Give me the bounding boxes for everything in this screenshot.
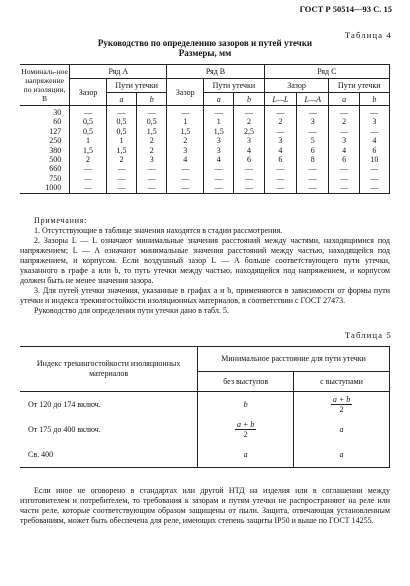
- value-cell: 5: [297, 136, 329, 145]
- creep-header-b: Пути утечки: [204, 79, 265, 93]
- value-cell: —: [70, 183, 107, 193]
- no-ribs-cell: a: [198, 442, 294, 468]
- value-cell: 3: [137, 155, 167, 164]
- creep-header-c: Пути утечки: [329, 79, 390, 93]
- value-cell: 1,5: [167, 127, 204, 136]
- value-cell: —: [106, 174, 136, 183]
- sub-a: a: [204, 93, 234, 106]
- voltage-cell: 1000: [20, 183, 70, 193]
- table4-caption: Таблица 4: [344, 30, 392, 40]
- value-cell: —: [137, 164, 167, 173]
- value-cell: 2: [264, 117, 296, 126]
- value-cell: —: [359, 106, 389, 118]
- group-header-c: Ряд С: [264, 65, 389, 79]
- value-cell: —: [204, 106, 234, 118]
- value-cell: 2: [137, 146, 167, 155]
- ribs-cell: a: [294, 442, 390, 468]
- material-header: Индекс трекингостойкости изоляционных материалов: [20, 347, 198, 392]
- value-cell: 4: [167, 155, 204, 164]
- value-cell: 1,5: [106, 146, 136, 155]
- value-cell: 0,5: [70, 127, 107, 136]
- value-cell: 4: [264, 146, 296, 155]
- value-cell: —: [359, 183, 389, 193]
- value-cell: —: [70, 106, 107, 118]
- table4-units: Размеры, мм: [178, 48, 232, 58]
- closing-text: Если иное не оговорено в стандартах или другой НТД на изделия или в соглашении между изготовителем и потребителем, то требования к зазорам и путям утечки не распространяют на реле или части реле, которые соответствующим образом защищены от пыли. Защита, отвечающая установленным требованиям, может быть обеспечена для реле, имеющих степень защиты IP50 и выше по ГОСТ 14255.: [20, 486, 390, 525]
- value-cell: 1,5: [137, 127, 167, 136]
- sub-ll: L—L: [264, 93, 296, 106]
- value-cell: —: [204, 164, 234, 173]
- value-cell: 3: [264, 136, 296, 145]
- note-4: Руководство для определения пути утечки дано в табл. 5.: [34, 306, 229, 315]
- value-cell: 1,5: [70, 146, 107, 155]
- value-cell: 0,5: [106, 127, 136, 136]
- voltage-header: Номиналь-ное напряжение по изоляции, В: [20, 65, 70, 106]
- value-cell: —: [264, 127, 296, 136]
- sub-a: a: [329, 93, 359, 106]
- value-cell: 2,5: [234, 127, 264, 136]
- closing-paragraph: [20, 486, 390, 526]
- no-ribs-cell: b: [198, 392, 294, 418]
- value-cell: 8: [297, 155, 329, 164]
- value-cell: 1: [204, 117, 234, 126]
- min-distance-header: Минимальное расстояние для пути утечки: [198, 347, 390, 372]
- value-cell: —: [329, 127, 359, 136]
- value-cell: 1,5: [204, 127, 234, 136]
- material-cell: От 120 до 174 включ.: [20, 392, 198, 418]
- value-cell: —: [234, 164, 264, 173]
- value-cell: —: [359, 164, 389, 173]
- page-header: ГОСТ Р 50514—93 С. 15: [299, 4, 392, 14]
- value-cell: —: [297, 174, 329, 183]
- value-cell: 3: [329, 136, 359, 145]
- table-row: [20, 146, 390, 155]
- sub-b: b: [359, 93, 389, 106]
- ribs-cell: a: [294, 417, 390, 442]
- value-cell: —: [137, 106, 167, 118]
- value-cell: 3: [234, 136, 264, 145]
- value-cell: 1: [70, 136, 107, 145]
- fraction: [331, 395, 352, 414]
- notes-block: [20, 216, 390, 316]
- creep-header-a: Пути утечки: [106, 79, 167, 93]
- value-cell: 6: [359, 146, 389, 155]
- gap-header-c: Зазор: [264, 79, 329, 93]
- group-header-a: Ряд А: [70, 65, 167, 79]
- value-cell: 3: [297, 117, 329, 126]
- value-cell: 3: [204, 146, 234, 155]
- value-cell: —: [329, 174, 359, 183]
- value-cell: —: [106, 106, 136, 118]
- note-1: 1. Отсутствующие в таблице значения находятся в стадии рассмотрения.: [34, 226, 283, 235]
- table-row: [20, 392, 390, 418]
- table4-title: Руководство по определению зазоров и путей утечки: [97, 38, 313, 48]
- fraction: [235, 420, 256, 439]
- material-cell: Св. 400: [20, 442, 198, 468]
- value-cell: —: [204, 174, 234, 183]
- value-cell: —: [167, 106, 204, 118]
- value-cell: 3: [359, 117, 389, 126]
- sub-b: b: [137, 93, 167, 106]
- table-row: [20, 106, 390, 118]
- value-cell: —: [297, 127, 329, 136]
- value-cell: 4: [204, 155, 234, 164]
- value-cell: —: [70, 174, 107, 183]
- value-cell: —: [264, 183, 296, 193]
- table-row: [20, 155, 390, 164]
- value-cell: —: [137, 183, 167, 193]
- value-cell: —: [106, 183, 136, 193]
- table-row: [20, 164, 390, 173]
- value-cell: 3: [167, 146, 204, 155]
- value-cell: 6: [234, 155, 264, 164]
- value-cell: —: [234, 106, 264, 118]
- note-3: 3. Для путей утечки значения, указанные в графах a и b, применяются в зависимости от формы пути утечки и индекса трекингостойкости изоляционных материалов, в соответствии с ГОСТ 27473.: [20, 286, 390, 305]
- value-cell: —: [264, 174, 296, 183]
- value-cell: —: [297, 164, 329, 173]
- value-cell: —: [204, 183, 234, 193]
- ribs-header: с выступами: [294, 371, 390, 391]
- value-cell: 4: [329, 146, 359, 155]
- value-cell: 0,5: [106, 117, 136, 126]
- note-2: 2. Зазоры L — L означают минимальные значения расстояний между частями, находящимися под напряжением; L — A означают минимальные значения расстояний между частью, находящейся под напряжением, и корпусом. Если воздушный зазор L — A больше соответствующего пути утечки, указанного в графе a или b, то путь утечки между частью, находящейся под напряжением, и корпусом должен быть не менее значения зазора.: [20, 236, 390, 285]
- value-cell: —: [106, 164, 136, 173]
- table-row: [20, 183, 390, 193]
- table5-caption: Таблица 5: [344, 330, 392, 340]
- value-cell: 10: [359, 155, 389, 164]
- voltage-cell: 30: [20, 106, 70, 118]
- voltage-cell: 660: [20, 164, 70, 173]
- table-row: [20, 127, 390, 136]
- value-cell: 2: [234, 117, 264, 126]
- voltage-cell: 127: [20, 127, 70, 136]
- value-cell: 0,5: [70, 117, 107, 126]
- value-cell: —: [297, 183, 329, 193]
- group-header-b: Ряд В: [167, 65, 264, 79]
- value-cell: 1: [167, 117, 204, 126]
- notes-title: Примечания:: [34, 216, 88, 225]
- table-row: [20, 136, 390, 145]
- value-cell: —: [329, 183, 359, 193]
- tracking-table: [20, 346, 390, 468]
- value-cell: 6: [264, 155, 296, 164]
- value-cell: 6: [329, 155, 359, 164]
- clearance-table-body: [20, 106, 390, 194]
- voltage-cell: 750: [20, 174, 70, 183]
- value-cell: —: [70, 164, 107, 173]
- voltage-cell: 500: [20, 155, 70, 164]
- value-cell: 2: [106, 155, 136, 164]
- fraction-numerator: a + b: [236, 420, 255, 429]
- value-cell: 4: [234, 146, 264, 155]
- no-ribs-cell: [198, 417, 294, 442]
- value-cell: —: [167, 174, 204, 183]
- value-cell: 2: [137, 136, 167, 145]
- value-cell: —: [167, 164, 204, 173]
- clearance-table: [20, 64, 390, 194]
- sub-b: b: [234, 93, 264, 106]
- table-row: [20, 174, 390, 183]
- voltage-cell: 380: [20, 146, 70, 155]
- value-cell: 0,5: [137, 117, 167, 126]
- value-cell: 3: [204, 136, 234, 145]
- value-cell: —: [359, 174, 389, 183]
- table-row: [20, 117, 390, 126]
- value-cell: —: [329, 164, 359, 173]
- value-cell: —: [234, 174, 264, 183]
- voltage-cell: 60: [20, 117, 70, 126]
- table-row: [20, 442, 390, 468]
- value-cell: 2: [329, 117, 359, 126]
- value-cell: —: [359, 127, 389, 136]
- gap-header-b: Зазор: [167, 79, 204, 106]
- value-cell: —: [167, 183, 204, 193]
- value-cell: 2: [70, 155, 107, 164]
- value-cell: —: [329, 106, 359, 118]
- value-cell: 6: [297, 146, 329, 155]
- value-cell: —: [234, 183, 264, 193]
- sub-la: L—A: [297, 93, 329, 106]
- table-row: [20, 417, 390, 442]
- voltage-cell: 250: [20, 136, 70, 145]
- value-cell: 4: [359, 136, 389, 145]
- gap-header-a: Зазор: [70, 79, 107, 106]
- value-cell: —: [264, 164, 296, 173]
- value-cell: 2: [167, 136, 204, 145]
- value-cell: —: [137, 174, 167, 183]
- fraction-numerator: a + b: [332, 395, 351, 404]
- fraction-denominator: 2: [339, 405, 344, 414]
- no-ribs-header: без выступов: [198, 371, 294, 391]
- fraction-denominator: 2: [243, 430, 248, 439]
- sub-a: a: [106, 93, 136, 106]
- material-cell: От 175 до 400 включ.: [20, 417, 198, 442]
- value-cell: —: [297, 106, 329, 118]
- ribs-cell: [294, 392, 390, 418]
- value-cell: —: [264, 106, 296, 118]
- value-cell: 1: [106, 136, 136, 145]
